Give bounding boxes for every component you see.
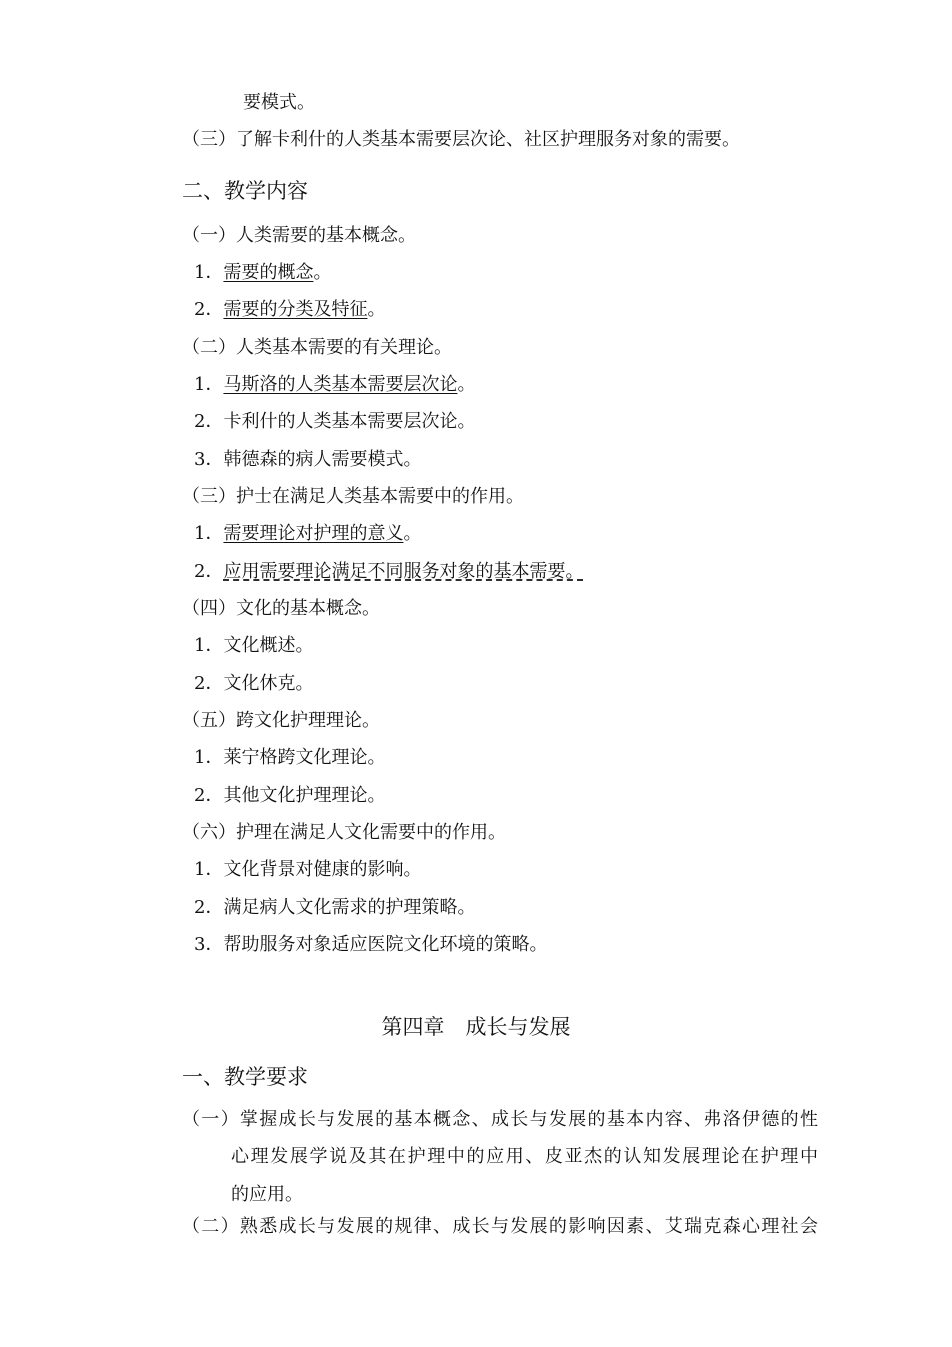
section-heading-requirements: 一、教学要求 bbox=[182, 1065, 308, 1089]
item-number: 1． bbox=[194, 262, 224, 283]
topic-3: （三）护士在满足人类基本需要中的作用。 bbox=[182, 486, 524, 507]
topic-6: （六）护理在满足人文化需要中的作用。 bbox=[182, 822, 506, 843]
list-item bbox=[194, 298, 385, 322]
item-number: 1． bbox=[194, 374, 224, 395]
dashed-underlined-text: 应用需要理论满足不同服务对象的基本需要。 bbox=[223, 561, 584, 582]
requirement-1-end: 的应用。 bbox=[231, 1184, 303, 1205]
topic-5: （五）跨文化护理理论。 bbox=[182, 710, 380, 731]
period: 。 bbox=[403, 523, 422, 544]
chapter-title: 第四章 成长与发展 bbox=[381, 1015, 571, 1039]
requirement-2: （二）熟悉成长与发展的规律、成长与发展的影响因素、艾瑞克森心理社会 bbox=[182, 1216, 818, 1237]
list-item: 1．莱宁格跨文化理论。 bbox=[194, 747, 386, 768]
section-heading-content: 二、教学内容 bbox=[182, 179, 308, 203]
list-item: 3．韩德森的病人需要模式。 bbox=[194, 449, 422, 470]
list-item bbox=[194, 261, 331, 285]
period: 。 bbox=[457, 374, 476, 395]
list-item: 1．文化背景对健康的影响。 bbox=[194, 859, 422, 880]
item-number: 2． bbox=[194, 299, 224, 320]
list-item: 1．文化概述。 bbox=[194, 635, 314, 656]
item-number: 2． bbox=[194, 561, 224, 582]
list-item bbox=[194, 373, 475, 397]
list-item bbox=[194, 522, 421, 546]
list-item: 2．其他文化护理理论。 bbox=[194, 785, 386, 806]
list-item: 2．满足病人文化需求的护理策略。 bbox=[194, 897, 476, 918]
text-line: 要模式。 bbox=[243, 92, 315, 113]
list-item: 2．文化休克。 bbox=[194, 673, 314, 694]
topic-4: （四）文化的基本概念。 bbox=[182, 598, 380, 619]
underlined-text: 需要的分类及特征 bbox=[223, 299, 368, 320]
list-item: 3．帮助服务对象适应医院文化环境的策略。 bbox=[194, 934, 548, 955]
list-item: 2．卡利什的人类基本需要层次论。 bbox=[194, 411, 476, 432]
topic-1: （一）人类需要的基本概念。 bbox=[182, 225, 416, 246]
period: 。 bbox=[367, 299, 386, 320]
underlined-text: 马斯洛的人类基本需要层次论 bbox=[223, 374, 458, 395]
underlined-text: 需要理论对护理的意义 bbox=[223, 523, 404, 544]
topic-2: （二）人类基本需要的有关理论。 bbox=[182, 337, 452, 358]
requirement-1-continued: 心理发展学说及其在护理中的应用、皮亚杰的认知发展理论在护理中 bbox=[231, 1146, 818, 1167]
underlined-text: 需要的概念 bbox=[223, 262, 314, 283]
item-number: 1． bbox=[194, 523, 224, 544]
period: 。 bbox=[313, 262, 332, 283]
list-item bbox=[194, 560, 583, 584]
objective-3: （三）了解卡利什的人类基本需要层次论、社区护理服务对象的需要。 bbox=[182, 129, 740, 150]
requirement-1: （一）掌握成长与发展的基本概念、成长与发展的基本内容、弗洛伊德的性 bbox=[182, 1109, 818, 1130]
